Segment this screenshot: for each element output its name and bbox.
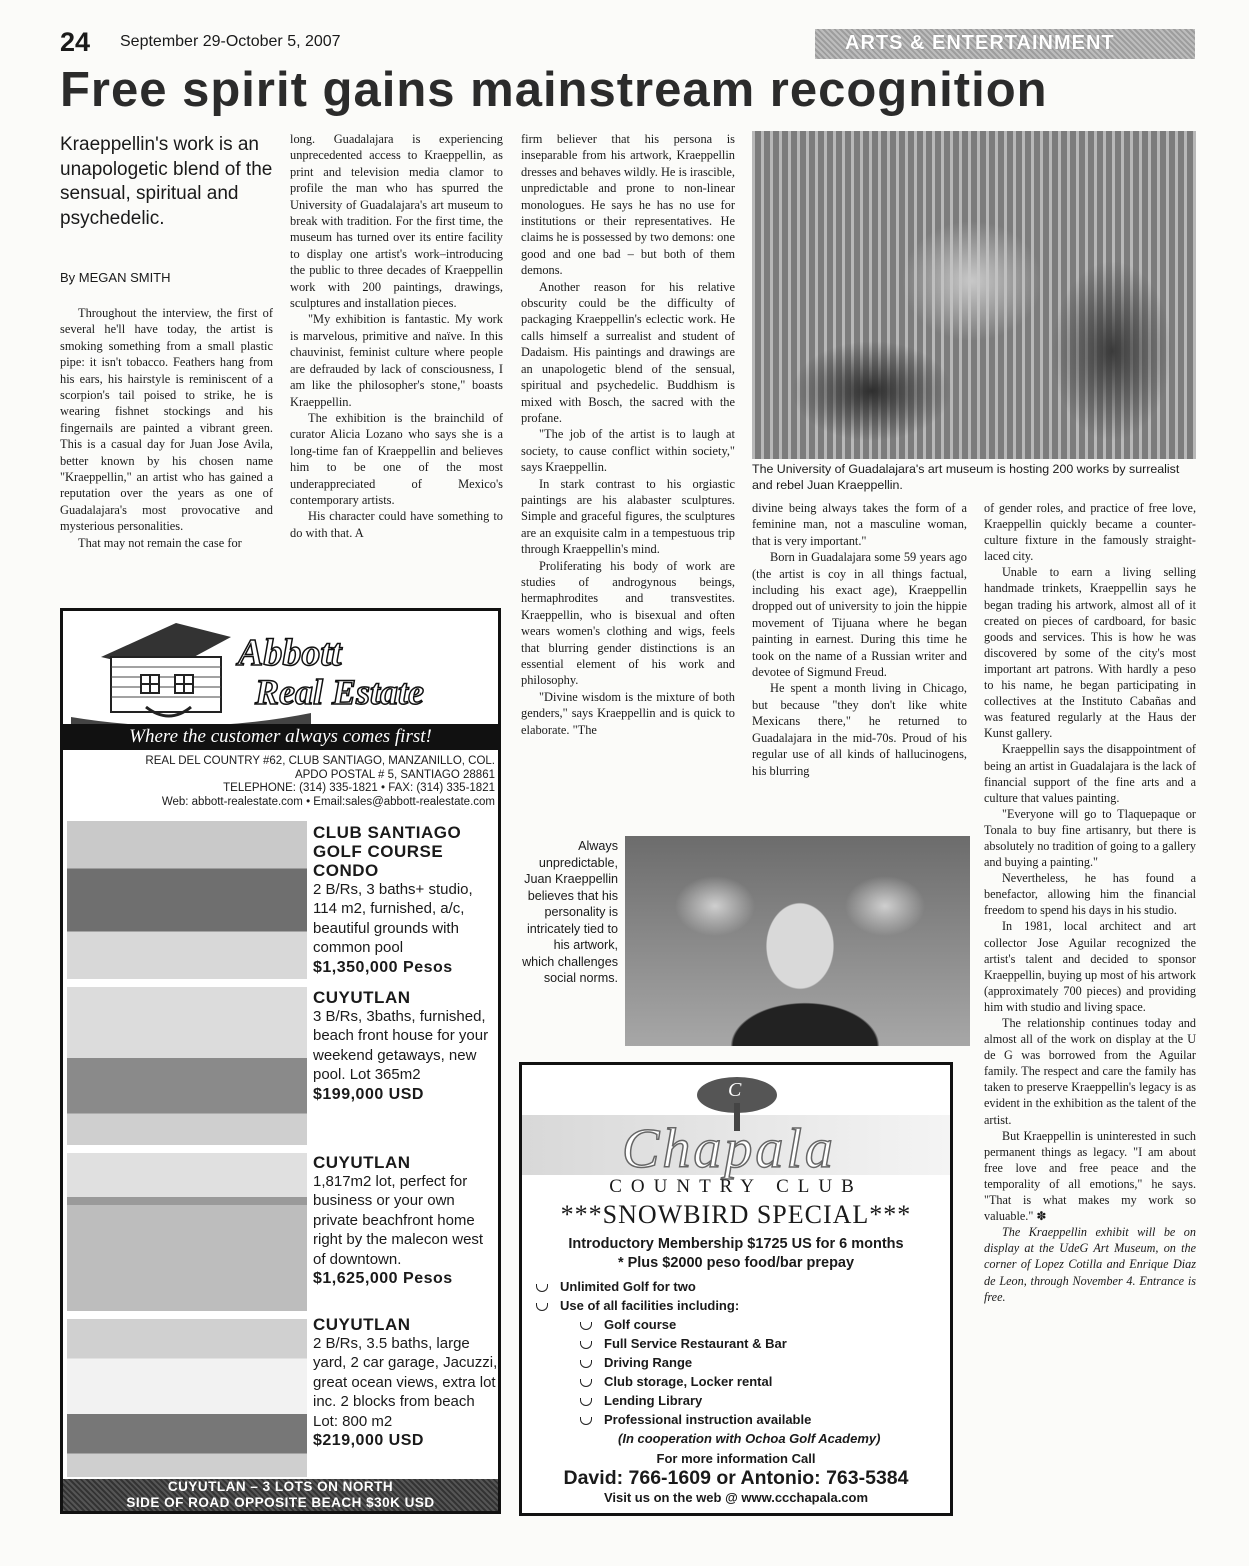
artwork-photo-caption: The University of Guadalajara's art museum is hosting 200 works by surrealist and rebel Juan Kraeppellin. (752, 462, 1180, 492)
bullet-icon (580, 1341, 592, 1349)
paragraph: That may not remain the case for (78, 535, 242, 550)
paragraph: Kraeppellin says the disappointment of being an artist in Guadalajara is the lack of financial support of the fine arts and a culture that values painting. (984, 742, 1196, 805)
article-column-1 (60, 305, 273, 551)
listing-title: CUYUTLAN (313, 1315, 411, 1334)
paragraph-text: But Kraeppellin is uninterested in such permanent things as legacy. "I am about free love and free peace and the temporality of all emotions," he says. "That is what makes my work so valuable." (984, 1128, 1196, 1224)
deck: Kraeppellin's work is an unapologetic blend of the sensual, spiritual and psychedelic. (60, 134, 273, 229)
paragraph: "The job of the artist is to laugh at society, to cause conflict within society," says Kraeppellin. (521, 427, 735, 475)
paragraph: divine being always takes the form of a feminine man, not a masculine woman, that is very important." (752, 501, 967, 548)
list-item (580, 1391, 880, 1410)
page-number: 24 (60, 27, 91, 57)
chapala-ad (519, 1062, 953, 1516)
listing-details: 3 B/Rs, 3baths, furnished, beach front house for your weekend getaways, new pool. Lot 365m2 (313, 1008, 489, 1084)
paragraph: firm believer that his persona is inseparable from his artwork, Kraeppellin dresses and behaves wildly. He is irascible, unpredictable and prone to non-linear monologues. He says he has no use for institutions or their representatives. He claims he is possessed by two demons: one good and one bad – but both of them demons. (521, 132, 735, 278)
chapala-logo-letter: C (728, 1079, 742, 1101)
listing-photo (67, 1319, 307, 1477)
list-item (580, 1372, 880, 1391)
listing-details: 2 B/Rs, 3.5 baths, large yard, 2 car garage, Jacuzzi, great ocean views, extra lot inc. 2 blocks from beach Lot: 800 m2 (313, 1335, 498, 1430)
listing-title: CUYUTLAN (313, 1153, 411, 1172)
chapala-club-name: COUNTRY CLUB (609, 1176, 863, 1197)
listing-details: 1,817m2 lot, perfect for business or your own private beachfront home right by the malecon west of downtown. (313, 1173, 484, 1268)
chapala-offer-line2: * Plus $2000 peso food/bar prepay (617, 1255, 855, 1271)
paragraph: He spent a month living in Chicago, but because "they don't like white Mexicans there," he returned to Guadalajara in the mid-70s. Proud of his regular use of all kinds of hallucinogens, his blurring (752, 681, 967, 778)
paragraph: "Divine wisdom is the mixture of both genders," says Kraeppellin and is quick to elaborate. "The (521, 689, 735, 737)
abbott-brand-line2: Real Estate (255, 672, 424, 712)
headline: Free spirit gains mainstream recognition (60, 63, 1048, 117)
listing (313, 988, 498, 1105)
article-column-5 (984, 500, 1196, 1305)
bullet-icon (536, 1303, 548, 1311)
chapala-contact (522, 1451, 950, 1506)
bullet-icon (580, 1360, 592, 1368)
list-item (580, 1334, 880, 1353)
list-item-label: Professional instruction available (604, 1412, 812, 1427)
byline: By MEGAN SMITH (60, 270, 171, 285)
listing-title: CLUB SANTIAGO GOLF COURSE CONDO (313, 823, 462, 880)
list-item-label: Driving Range (604, 1355, 693, 1370)
list-item-label: Full Service Restaurant & Bar (604, 1336, 787, 1351)
list-item-note: (In cooperation with Ochoa Golf Academy) (618, 1431, 881, 1446)
paragraph: Proliferating his body of work are studies of androgynous beings, hermaphrodites and transvestites. Kraeppellin, who is bisexual and often wears women's clothing and wigs, feels that blurring gender distinctions is an essential element of his work and philosophy. (521, 558, 735, 688)
article-column-4 (752, 500, 967, 779)
listing-price: $1,350,000 Pesos (313, 958, 453, 976)
abbott-address-line2: APDO POSTAL # 5, SANTIAGO 28861 (294, 768, 495, 781)
paragraph: In stark contrast to his orgiastic paintings are his alabaster sculptures. Simple and graceful figures, the sculptures are an exquisite calm in a tempestuous trip through Kraeppellin's mind. (521, 476, 735, 557)
paragraph: Throughout the interview, the first of several he'll have today, the artist is smoking something from a small plastic pipe: it isn't tobacco. Feathers hang from his ears, his hairstyle is reminiscent of a scorpion's tail poised to strike, he is wearing fishnet stockings and his fingernails are painted a vibrant green. This is a casual day for Juan Jose Avila, better known by his chosen name "Kraeppellin," an artist who has gained a reputation over the years as one of Guadalajara's most provocative and mysterious personalities. (60, 306, 273, 534)
abbott-phone: TELEPHONE: (314) 335-1821 • FAX: (314) 335-1821 (223, 782, 495, 794)
list-item (580, 1315, 880, 1334)
listing-photo (67, 987, 307, 1145)
article-column-2 (290, 131, 503, 541)
list-item (580, 1410, 880, 1429)
listing-price: $1,625,000 Pesos (313, 1270, 453, 1288)
section-banner (815, 29, 1195, 59)
chapala-web: Visit us on the web @ www.ccchapala.com (603, 1490, 869, 1505)
abbott-web: Web: abbott-realestate.com • Email:sales@abbott-realestate.com (161, 795, 495, 808)
chapala-info-label: For more information Call (656, 1451, 816, 1466)
list-item-label: Lending Library (604, 1393, 703, 1408)
list-item-label: Club storage, Locker rental (604, 1374, 773, 1389)
chapala-special: ***SNOWBIRD SPECIAL*** (560, 1200, 912, 1229)
abbott-ad (60, 608, 501, 1514)
listing-photo (67, 1153, 307, 1311)
listing (313, 823, 498, 978)
article-column-3 (521, 131, 735, 738)
paragraph: The relationship continues today and almost all of the work on display at the U de G was borrowed from the Aguilar family. The respect and care the family has taken to preserve Kraeppellin's legacy is as evident in the exhibition as the talent of the artist. (984, 1016, 1196, 1127)
paragraph: Unable to earn a living selling handmade trinkets, Kraeppellin says he began trading his artwork, almost all of it created on pieces of cardboard, for basic goods and services. This is how he was discovered by some of the city's most important art patrons. With hardly a peso to his name, he began participating in collectives at the Instituto Cabañas and was featured regularly at the Haus der Kunst gallery. (984, 565, 1196, 741)
bullet-icon (580, 1417, 592, 1425)
chapala-offer (522, 1235, 950, 1273)
paragraph: of gender roles, and practice of free love, Kraeppellin quickly became a counter-culture fixture in the famously straight-laced city. (984, 501, 1196, 564)
end-mark: ✽ (1036, 1209, 1047, 1224)
abbott-footer-line2: SIDE OF ROAD OPPOSITE BEACH $30K USD (126, 1494, 435, 1510)
listing-photo (67, 821, 307, 979)
list-item-label: Use of all facilities including: (560, 1298, 740, 1313)
chapala-sub-list (580, 1315, 880, 1448)
bullet-icon (536, 1284, 548, 1292)
endnote: The Kraeppellin exhibit will be on display at the UdeG Art Museum, on the corner of Lopez Cotilla and Enrique Diaz de Leon, through November 4. Entrance is free. (984, 1225, 1196, 1304)
listing (313, 1315, 498, 1451)
listing-price: $199,000 USD (313, 1085, 424, 1103)
abbott-contact (63, 755, 495, 809)
abbott-footer-banner (63, 1479, 498, 1511)
abbott-tagline: Where the customer always comes first! (129, 726, 432, 747)
listing (313, 1153, 498, 1289)
portrait-photo-caption: Always unpredictable, Juan Kraeppellin believes that his personality is intricately tied to his artwork, which challenges social norms. (522, 839, 618, 985)
paragraph: The exhibition is the brainchild of curator Alicia Lozano who says she is a long-time fan of Kraeppellin and believes him to be one of the most underappreciated of Mexico's contemporary artists. (290, 410, 503, 507)
paragraph: "My exhibition is fantastic. My work is marvelous, primitive and naïve. In this chauvinist, feminist culture where people are defrauded by lack of consciousness, I am like the philosopher's stone," boasts Kraeppellin. (290, 312, 503, 409)
abbott-tagline-bar (63, 724, 498, 750)
listing-price: $219,000 USD (313, 1432, 424, 1450)
issue-date: September 29-October 5, 2007 (120, 33, 341, 50)
bullet-icon (580, 1379, 592, 1387)
abbott-brand-line1: Abbott (238, 632, 342, 674)
list-item-label: Golf course (604, 1317, 677, 1332)
list-item (536, 1277, 739, 1296)
chapala-script-name: Chapala (622, 1118, 836, 1180)
section-label: ARTS & ENTERTAINMENT (845, 32, 1115, 54)
chapala-main-list (536, 1277, 739, 1315)
bullet-icon (580, 1322, 592, 1330)
paragraph: long. Guadalajara is experiencing unprecedented access to Kraeppellin, as print and television media clamor to profile the man who has spurred the University of Guadalajara's art museum to break with tradition. For the first time, the museum has turned over its entire facility to display one artist's work–introducing the public to three decades of Kraeppellin work with 200 paintings, drawings, sculptures and installation pieces. (290, 132, 503, 311)
abbott-footer-line1: CUYUTLAN – 3 LOTS ON NORTH (167, 1479, 394, 1494)
paragraph: Nevertheless, he has found a benefactor, allowing him the financial freedom to spend his days in his studio. (984, 871, 1196, 918)
chapala-phones: David: 766-1609 or Antonio: 763-5384 (563, 1467, 909, 1489)
paragraph: Born in Guadalajara some 59 years ago (the artist is coy in all things factual, including his exact age), Kraeppellin dropped out of university to join the hippie movement of Tijuana where he began painting in earnest. During this time he took on the name of a Russian writer and devotee of Sigmund Freud. (752, 550, 967, 680)
paragraph (984, 1128, 1196, 1225)
paragraph: "Everyone will go to Tlaquepaque or Tonala to buy fine artisanry, but there is absolutely no tradition of going to a gallery and buying a painting." (984, 806, 1196, 870)
list-item-label: Unlimited Golf for two (560, 1279, 696, 1294)
list-item (536, 1296, 739, 1315)
chapala-offer-line1: Introductory Membership $1725 US for 6 months (568, 1236, 904, 1252)
list-item (580, 1353, 880, 1372)
listing-details: 2 B/Rs, 3 baths+ studio, 114 m2, furnished, a/c, beautiful grounds with common pool (313, 881, 473, 957)
portrait-photo (625, 836, 970, 1046)
abbott-address-line1: REAL DEL COUNTRY #62, CLUB SANTIAGO, MANZANILLO, COL. (145, 755, 495, 767)
paragraph: In 1981, local architect and art collector Jose Aguilar recognized the artist's talent and decided to sponsor Kraeppellin, buying up most of his artwork (approximately 700 pieces) and providing him with studio and living space. (984, 919, 1196, 1014)
paragraph: His character could have something to do with that. A (290, 509, 503, 540)
artwork-photo (752, 131, 1196, 459)
bullet-icon (580, 1398, 592, 1406)
listing-title: CUYUTLAN (313, 988, 411, 1007)
paragraph: Another reason for his relative obscurity could be the difficulty of packaging Kraeppellin's eclectic work. He calls himself a surrealist and student of Dadaism. His paintings and drawings are an unapologetic blend of the sensual, spiritual and psychedelic. Buddhism is mixed with Bosch, the sacred with the profane. (521, 279, 735, 425)
